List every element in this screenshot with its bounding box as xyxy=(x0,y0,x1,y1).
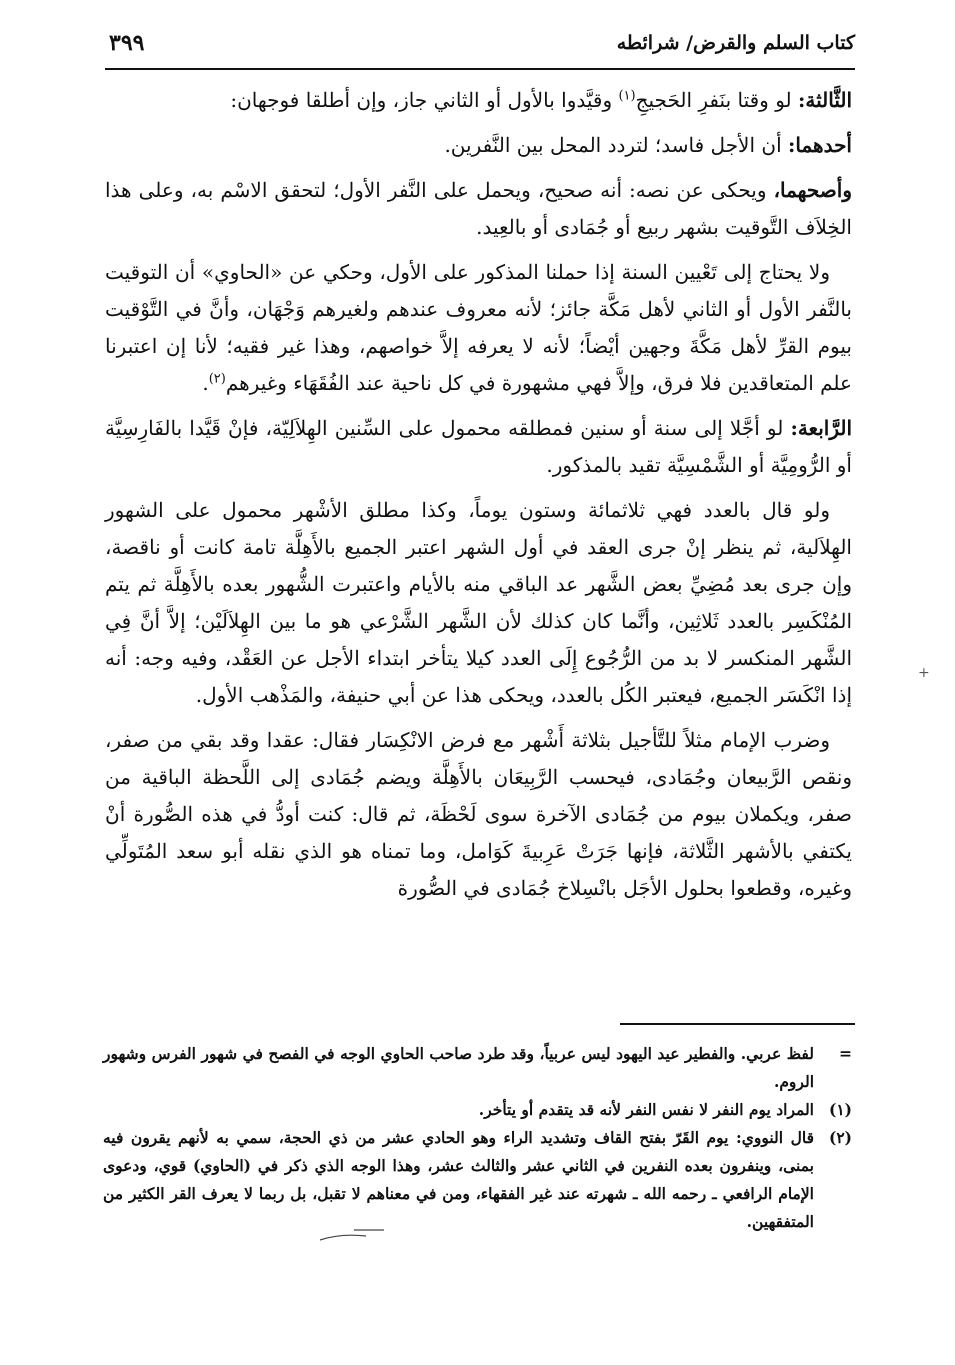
paragraph xyxy=(105,254,852,402)
footnotes xyxy=(103,1040,852,1236)
footnote-ref[interactable]: (٢) xyxy=(208,371,226,387)
paragraph-text: وضرب الإمام مثلاً للتَّأجيل بثلاثة أَشْهر مع فرض الانْكِسَار فقال: عقدا وقد بقي من صفر، ونقص الرَّبيعان وجُمَادى، فيحسب الرَّبِيعَان بالأَهِلَّة ويضم جُمَادى إلى اللَّحظة الباقية من صفر، ويكملان بيوم من جُمَادى الآخرة سوى لَحْظَة، ثم قال: كنت أودُّ في هذه الصُّورة أنْ يكتفي بالأشهر الثَّلاثة، فإنها جَرَتْ عَرِبيةَ كَوَامل، وما تمناه هو الذي نقله أبو سعد المُتَولِّي وغيره، وقطعوا بحلول الأجَل بانْسِلاخ جُمَادى في الصُّورة xyxy=(105,728,852,900)
footnote-mark: (٢) xyxy=(828,1128,852,1147)
paragraph-text: . xyxy=(202,371,209,395)
paragraph xyxy=(105,722,852,907)
footnote xyxy=(103,1124,852,1236)
paragraph xyxy=(105,492,852,714)
paragraph-lead: الرَّابعة: xyxy=(790,416,852,440)
paragraph-lead: وأصحهما، xyxy=(773,178,852,202)
page-number: ٣٩٩ xyxy=(109,30,145,56)
paragraph-lead: الثَّالثة: xyxy=(797,88,852,112)
footnote-ref[interactable]: (١) xyxy=(618,88,636,104)
paragraph-text: وقيَّدوا بالأول أو الثاني جاز، وإن أطلقا فوجهان: xyxy=(230,88,619,112)
footnote-mark: = xyxy=(839,1044,852,1063)
footnote-text: المراد يوم النفر لا نفس النفر لأنه قد يتقدم أو يتأخر. xyxy=(478,1100,814,1119)
margin-mark: + xyxy=(918,665,930,681)
main-text xyxy=(105,82,852,915)
running-title: كتاب السلم والقرض/ شرائطه xyxy=(616,32,855,54)
paragraph-text: أن الأجل فاسد؛ لتردد المحل بين النَّفرين. xyxy=(444,133,788,157)
paragraph xyxy=(105,172,852,246)
paragraph xyxy=(105,127,852,164)
paragraph-text: ولو قال بالعدد فهي ثلاثمائة وستون يوماً، وكذا مطلق الأشْهر محمول على الشهور الهِلاَلية، ثم ينظر إنْ جرى العقد في أول الشهر اعتبر الجميع بالأَهِلَّة تامة كانت أو ناقصة، وإن جرى بعد مُضِيِّ بعض الشَّهر عد الباقي منه بالأيام واعتبرت الشُّهور بعده بالأَهِلَّة ثم يتم المُنْكَسِر بالعدد ثَلاثِين، وأنَّما كان كذلك لأن الشَّهر الشَّرْعي هو ما بين الهِلاَلَيْن؛ إلاَّ أنَّ فِي الشَّهر المنكسر لا بد من الرُّجُوع إِلَى العدد كيلا يتأخر ابتداء الأجل عن العَقْد، وفيه وجه: أنه إذا انْكَسَر الجميع، فيعتبر الكُل بالعدد، ويحكى هذا عن أبي حنيفة، والمَذْهب الأول. xyxy=(105,498,852,707)
footnote-mark: (١) xyxy=(828,1100,852,1119)
pen-mark xyxy=(318,1224,388,1246)
footnote xyxy=(103,1040,852,1096)
paragraph xyxy=(105,410,852,484)
page-header xyxy=(105,28,855,70)
paragraph-text: ولا يحتاج إلى تَعْيين السنة إذا حملنا المذكور على الأول، وحكي عن «الحاوي» أن التوقيت بالنَّفر الأول أو الثاني لأهل مَكَّة جائز؛ لأنه معروف عندهم ولغيرهم وَجْهَان، وأنَّ في التَّوْقيت بيوم القرِّ لأهل مَكَّةَ وجهين أيْضاً؛ لأنه لا يعرفه إلاَّ خواصهم، وهذا غير فقيه؛ لأنا إن اعتبرنا علم المتعاقدين فلا فرق، وإلاَّ فهي مشهورة في كل ناحية عند الفُقَهَاء وغيرهم xyxy=(105,260,852,395)
footnote-separator xyxy=(620,1023,855,1025)
paragraph xyxy=(105,82,852,119)
footnote-text: لفظ عربي. والفطير عيد اليهود ليس عربياً، وقد طرد صاحب الحاوي الوجه في الفصح في شهور الفرس وشهور الروم. xyxy=(103,1044,814,1091)
footnote-text: قال النووي: يوم القَرّ بفتح القاف وتشديد الراء وهو الحادي عشر من ذي الحجة، سمي به لأنهم يقرون فيه بمنى، وينفرون بعده النفرين في الثاني عشر والثالث عشر، وهذا الوجه الذي ذكر في (الحاوي) قوي، ودعوى الإمام الرافعي ـ رحمه الله ـ شهرته عند غير الفقهاء، ومن في معناهم لا تقبل، بل ربما لا يعرف القر الكثير من المتفقهين. xyxy=(103,1128,814,1231)
paragraph-lead: أحدهما: xyxy=(787,133,852,157)
paragraph-text: لو وقتا بنَفرِ الحَجيجِ xyxy=(635,88,798,112)
paragraph-text: ويحكى عن نصه: أنه صحيح، ويحمل على النَّفر الأول؛ لتحقق الاسْم به، وعلى هذا الخِلاَف التَّوقيت بشهر ربيع أو جُمَادى أو بالعِيد. xyxy=(105,178,852,239)
paragraph-text: لو أجَّلا إلى سنة أو سنين فمطلقه محمول على السِّنين الهِلاَلِيّة، فإنْ قَيَّدا بالفَارِسِيَّة أو الرُّومِيَّة أو الشَّمْسِيَّة تقيد بالمذكور. xyxy=(105,416,852,477)
footnote xyxy=(103,1096,852,1124)
